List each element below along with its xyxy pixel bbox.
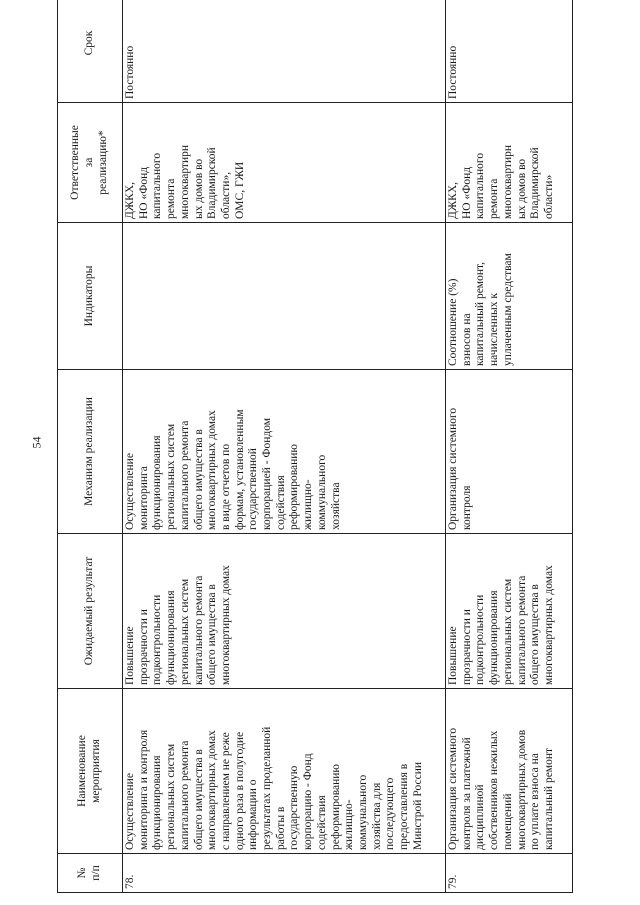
measure-name: Организация системного контроля за платежной дисциплиной собственников нежилых помещений многоквартирных домов по уплате взноса на капитальный ремонт	[446, 689, 573, 854]
header-responsible: Ответственные за реализацию*	[58, 103, 123, 223]
responsible: ДЖКХ, НО «Фонд капитального ремонта многоквартирн ых домов во Владимирской области», ОМС, ГЖИ	[123, 103, 446, 223]
header-indicators: Индикаторы	[58, 223, 123, 370]
expected-result: Повышение прозрачности и подконтрольности функционирования региональных систем капитального ремонта общего имущества в многоквартирных домах	[446, 534, 573, 689]
table-row	[446, 0, 573, 893]
header-mechanism: Механизм реализации	[58, 370, 123, 534]
measures-table	[57, 0, 573, 893]
mechanism: Организация системного контроля	[446, 370, 573, 534]
page-number: 54	[29, 436, 44, 448]
indicators	[123, 223, 446, 370]
header-expected-result: Ожидаемый результат	[58, 534, 123, 689]
row-number: 78.	[123, 854, 446, 893]
rotated-page	[57, 30, 577, 893]
term: Постоянно	[446, 0, 573, 103]
header-term: Срок	[58, 0, 123, 103]
expected-result: Повышение прозрачности и подконтрольности функционирования региональных систем капитального ремонта общего имущества в многоквартирных домах	[123, 534, 446, 689]
responsible: ДЖКХ, НО «Фонд капитального ремонта многоквартирн ых домов во Владимирской области»	[446, 103, 573, 223]
header-measure-name: Наименование мероприятия	[58, 689, 123, 854]
header-number: № п/п	[58, 854, 123, 893]
term: Постоянно	[123, 0, 446, 103]
table-row	[123, 0, 446, 893]
table-header-row	[58, 0, 123, 893]
row-number: 79.	[446, 854, 573, 893]
indicators: Соотношение (%) взносов на капитальный ремонт, начисленных к уплаченным средствам	[446, 223, 573, 370]
mechanism: Осуществление мониторинга функционирования региональных систем капитального ремонта общего имущества в многоквартирных домах в виде отчетов по формам, установленным государственной корпорацией - Фондом содействия реформированию жилищно- коммунального хозяйства	[123, 370, 446, 534]
measure-name: Осуществление мониторинга и контроля функционирования региональных систем капитального ремонта общего имущества в многоквартирных домах с направлением не реже одного раза в полугодие информации о результатах проделанной работы в государственную корпорацию - Фонд содействия реформированию жилищно- коммунального хозяйства для последующего предоставления в Минстрой России	[123, 689, 446, 854]
